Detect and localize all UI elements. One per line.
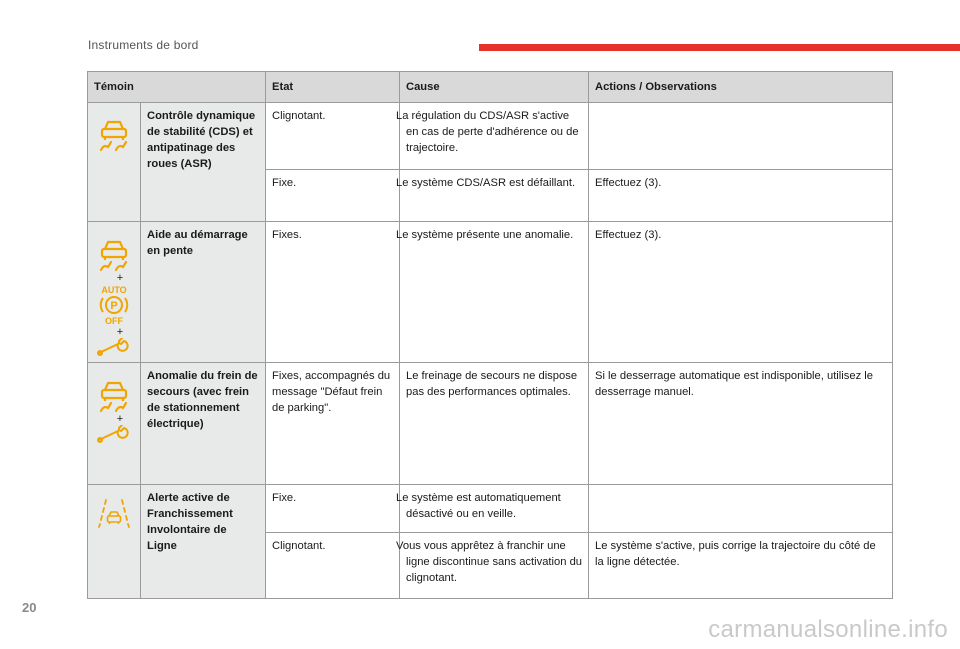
plus-sign: + bbox=[116, 272, 124, 284]
etat-cell: Fixe. bbox=[266, 485, 400, 533]
warning-name: Alerte active de Franchissement Involontaire de Ligne bbox=[141, 485, 266, 599]
cause-cell: Le système présente une anomalie. bbox=[400, 222, 589, 363]
action-cell: Le système s'active, puis corrige la trajectoire du côté de la ligne détectée. bbox=[589, 533, 893, 599]
etat-cell: Fixes. bbox=[266, 222, 400, 363]
auto-label: AUTO bbox=[101, 285, 127, 295]
cause-cell: La régulation du CDS/ASR s'active en cas de perte d'adhérence ou de trajectoire. bbox=[400, 103, 589, 170]
header-accent-bar bbox=[479, 44, 960, 51]
table-row bbox=[88, 485, 893, 533]
column-header-temoin: Témoin bbox=[88, 72, 266, 103]
table-row bbox=[88, 222, 893, 363]
warning-lights-table bbox=[87, 71, 893, 599]
plus-sign: + bbox=[116, 326, 124, 338]
column-header-actions: Actions / Observations bbox=[589, 72, 893, 103]
etat-cell: Clignotant. bbox=[266, 103, 400, 170]
skid-warning-icon bbox=[97, 236, 131, 272]
skid-warning-icon bbox=[97, 116, 131, 152]
action-cell: Effectuez (3). bbox=[589, 170, 893, 222]
wrench-icon bbox=[96, 425, 132, 443]
icon-cell bbox=[88, 363, 141, 485]
section-title: Instruments de bord bbox=[88, 38, 199, 52]
cause-cell: Le système est automatiquement désactivé ou en veille. bbox=[400, 485, 589, 533]
table-row bbox=[88, 363, 893, 485]
auto-off-parking-brake-icon bbox=[94, 284, 134, 326]
icon-cell bbox=[88, 103, 141, 222]
action-cell bbox=[589, 485, 893, 533]
cause-cell: Vous vous apprêtez à franchir une ligne discontinue sans activation du clignotant. bbox=[400, 533, 589, 599]
cause-cell: Le système CDS/ASR est défaillant. bbox=[400, 170, 589, 222]
plus-sign: + bbox=[116, 413, 124, 425]
etat-cell: Fixes, accompagnés du message "Défaut frein de parking". bbox=[266, 363, 400, 485]
icon-cell bbox=[88, 485, 141, 599]
page-number: 20 bbox=[22, 600, 37, 615]
parking-p-label: P bbox=[110, 300, 118, 312]
action-cell bbox=[589, 103, 893, 170]
skid-warning-icon bbox=[97, 377, 131, 413]
wrench-icon bbox=[96, 338, 132, 356]
icon-cell bbox=[88, 222, 141, 363]
cause-cell: Le freinage de secours ne dispose pas des performances optimales. bbox=[400, 363, 589, 485]
lane-departure-icon bbox=[97, 498, 131, 528]
warning-name: Contrôle dynamique de stabilité (CDS) et antipatinage des roues (ASR) bbox=[141, 103, 266, 222]
warning-name: Anomalie du frein de secours (avec frein de stationnement électrique) bbox=[141, 363, 266, 485]
etat-cell: Clignotant. bbox=[266, 533, 400, 599]
action-cell: Si le desserrage automatique est indisponible, utilisez le desserrage manuel. bbox=[589, 363, 893, 485]
column-header-cause: Cause bbox=[400, 72, 589, 103]
column-header-etat: Etat bbox=[266, 72, 400, 103]
watermark: carmanualsonline.info bbox=[708, 616, 948, 643]
table-row bbox=[88, 103, 893, 170]
warning-name: Aide au démarrage en pente bbox=[141, 222, 266, 363]
table-header-row bbox=[88, 72, 893, 103]
off-label: OFF bbox=[105, 316, 123, 326]
etat-cell: Fixe. bbox=[266, 170, 400, 222]
action-cell: Effectuez (3). bbox=[589, 222, 893, 363]
